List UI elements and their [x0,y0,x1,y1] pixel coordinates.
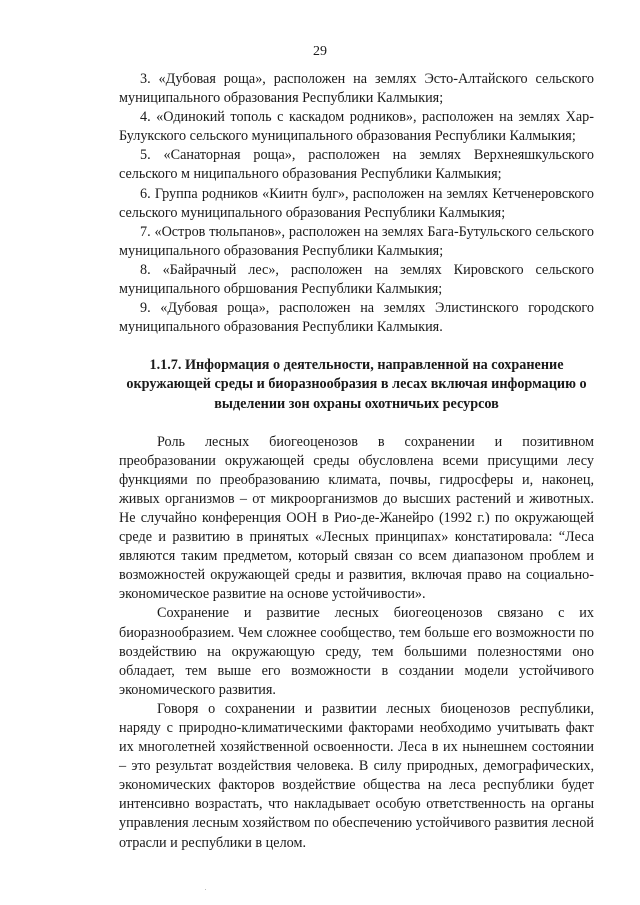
scan-speck [205,889,206,890]
body-paragraphs [119,433,594,853]
protected-areas-list [119,70,594,337]
document-body [119,70,594,853]
list-item: 3. «Дубовая роща», расположен на землях Эсто-Алтайского сельского муниципального образования Республики Калмыкия; [119,71,594,107]
paragraph: Роль лесных биогеоценозов в сохранении и позитивном преобразовании окружающей среды обусловлена всеми присущими лесу функциями по преобразованию климата, почвы, гидросферы и, наконец, живых организмов – от микроорганизмов до высших растений и животных. Не случайно конференция ООН в Рио-де-Жанейро (1992 г.) по окружающей среде и развитию в принятых «Лесных принципах» констатировала: “Леса являются таким предметом, который связан со всем диапазоном проблем и возможностей окружающей среды и развития, включая право на социально-экономическое развитие на основе устойчивости». [119,433,594,603]
list-item: 6. Группа родников «Киитн булг», расположен на землях Кетченеровского сельского муниципального образования Республики Калмыкия; [119,185,594,221]
section-heading: 1.1.7. Информация о деятельности, направленной на сохранение окружающей среды и биоразнообразия в лесах включая информацию о выделении зон охраны охотничьих ресурсов [126,357,587,412]
page-number: 29 [313,44,327,59]
list-item: 7. «Остров тюльпанов», расположен на землях Бага-Бутульского сельского муниципального образования Республики Калмыкия; [119,223,594,259]
list-item: 9. «Дубовая роща», расположен на землях Элистинского городского муниципального образования Республики Калмыкия. [119,300,594,336]
list-item: 4. «Одинокий тополь с каскадом родников», расположен на землях Хар-Булукского сельского муниципального образования Республики Калмыкия; [119,109,594,145]
list-item: 5. «Санаторная роща», расположен на землях Верхнеяшкульского сельского м ниципального образования Республики Калмыкия; [119,147,594,183]
list-item: 8. «Байрачный лес», расположен на землях Кировского сельского муниципального обршования Республики Калмыкия; [119,261,594,298]
paragraph: Говоря о сохранении и развитии лесных биоценозов республики, наряду с природно-климатическими факторами необходимо учитывать факт их многолетней хозяйственной освоенности. Леса в их нынешнем состоянии – это результат воздействия человека. В силу природных, демографических, экономических факторов воздействие общества на леса республики будет интенсивно возрастать, что накладывает особую ответственность на органы управления лесным хозяйством по обеспечению устойчивого развития лесной отрасли и республики в целом. [119,700,594,851]
paragraph: Сохранение и развитие лесных биогеоценозов связано с их биоразнообразием. Чем сложнее сообщество, тем больше его возможности по воздействию на окружающую среду, тем большими полезностями оно обладает, тем выше его возможности в создании модели устойчивого экономического развития. [119,605,594,698]
